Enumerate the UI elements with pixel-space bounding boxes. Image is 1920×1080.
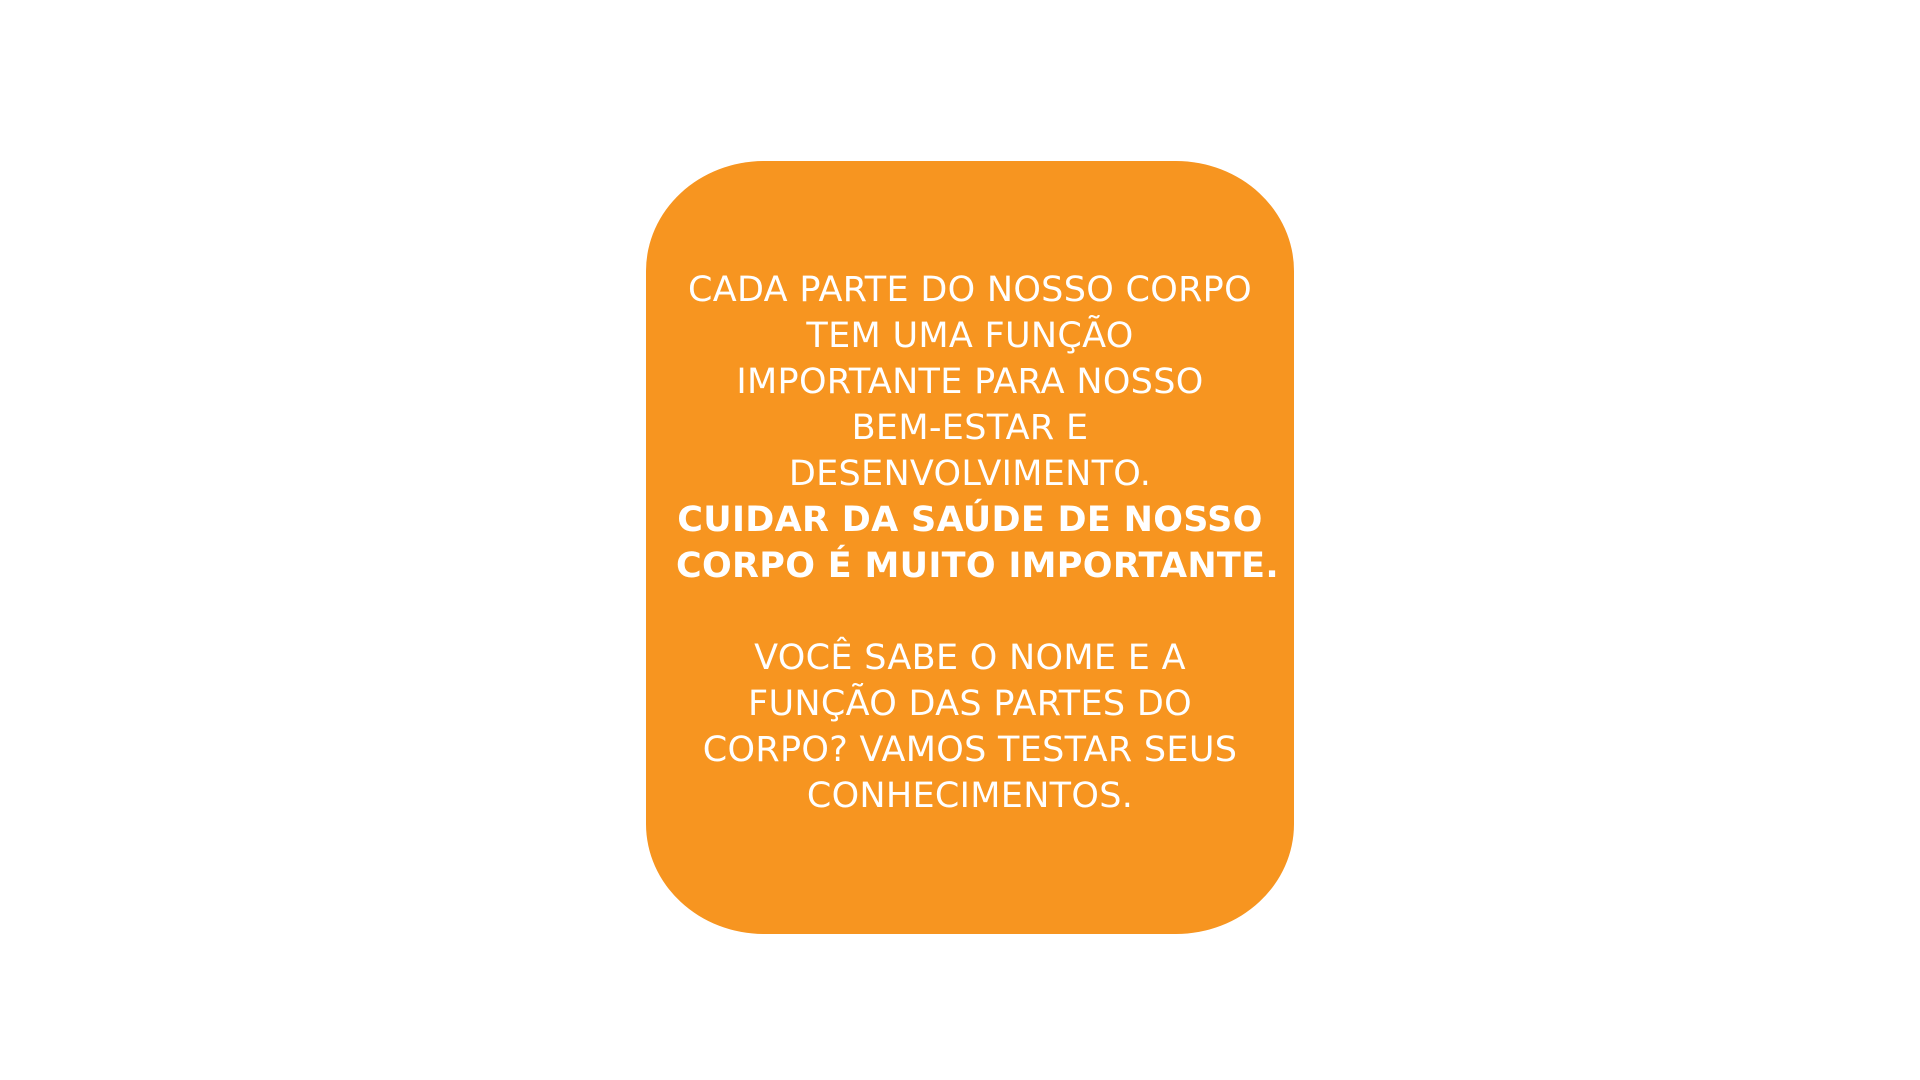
- emphasis-paragraph: [676, 497, 1279, 589]
- emphasis-line: CORPO É MUITO IMPORTANTE.: [676, 546, 1279, 586]
- intro-line: BEM-ESTAR E: [851, 408, 1089, 448]
- question-paragraph: [676, 635, 1264, 819]
- question-line: CORPO? VAMOS TESTAR SEUS: [702, 730, 1238, 770]
- emphasis-line: CUIDAR DA SAÚDE DE NOSSO: [677, 500, 1263, 540]
- question-line: FUNÇÃO DAS PARTES DO: [748, 684, 1192, 724]
- intro-paragraph: [676, 267, 1264, 497]
- intro-line: TEM UMA FUNÇÃO: [806, 316, 1134, 356]
- question-line: VOCÊ SABE O NOME E A: [754, 638, 1186, 678]
- paragraph-spacer: [676, 589, 1264, 635]
- card-text: [676, 267, 1279, 819]
- info-card: [646, 161, 1294, 934]
- intro-line: CADA PARTE DO NOSSO CORPO: [688, 270, 1252, 310]
- intro-line: DESENVOLVIMENTO.: [788, 454, 1152, 494]
- intro-line: IMPORTANTE PARA NOSSO: [736, 362, 1204, 402]
- question-line: CONHECIMENTOS.: [806, 776, 1134, 816]
